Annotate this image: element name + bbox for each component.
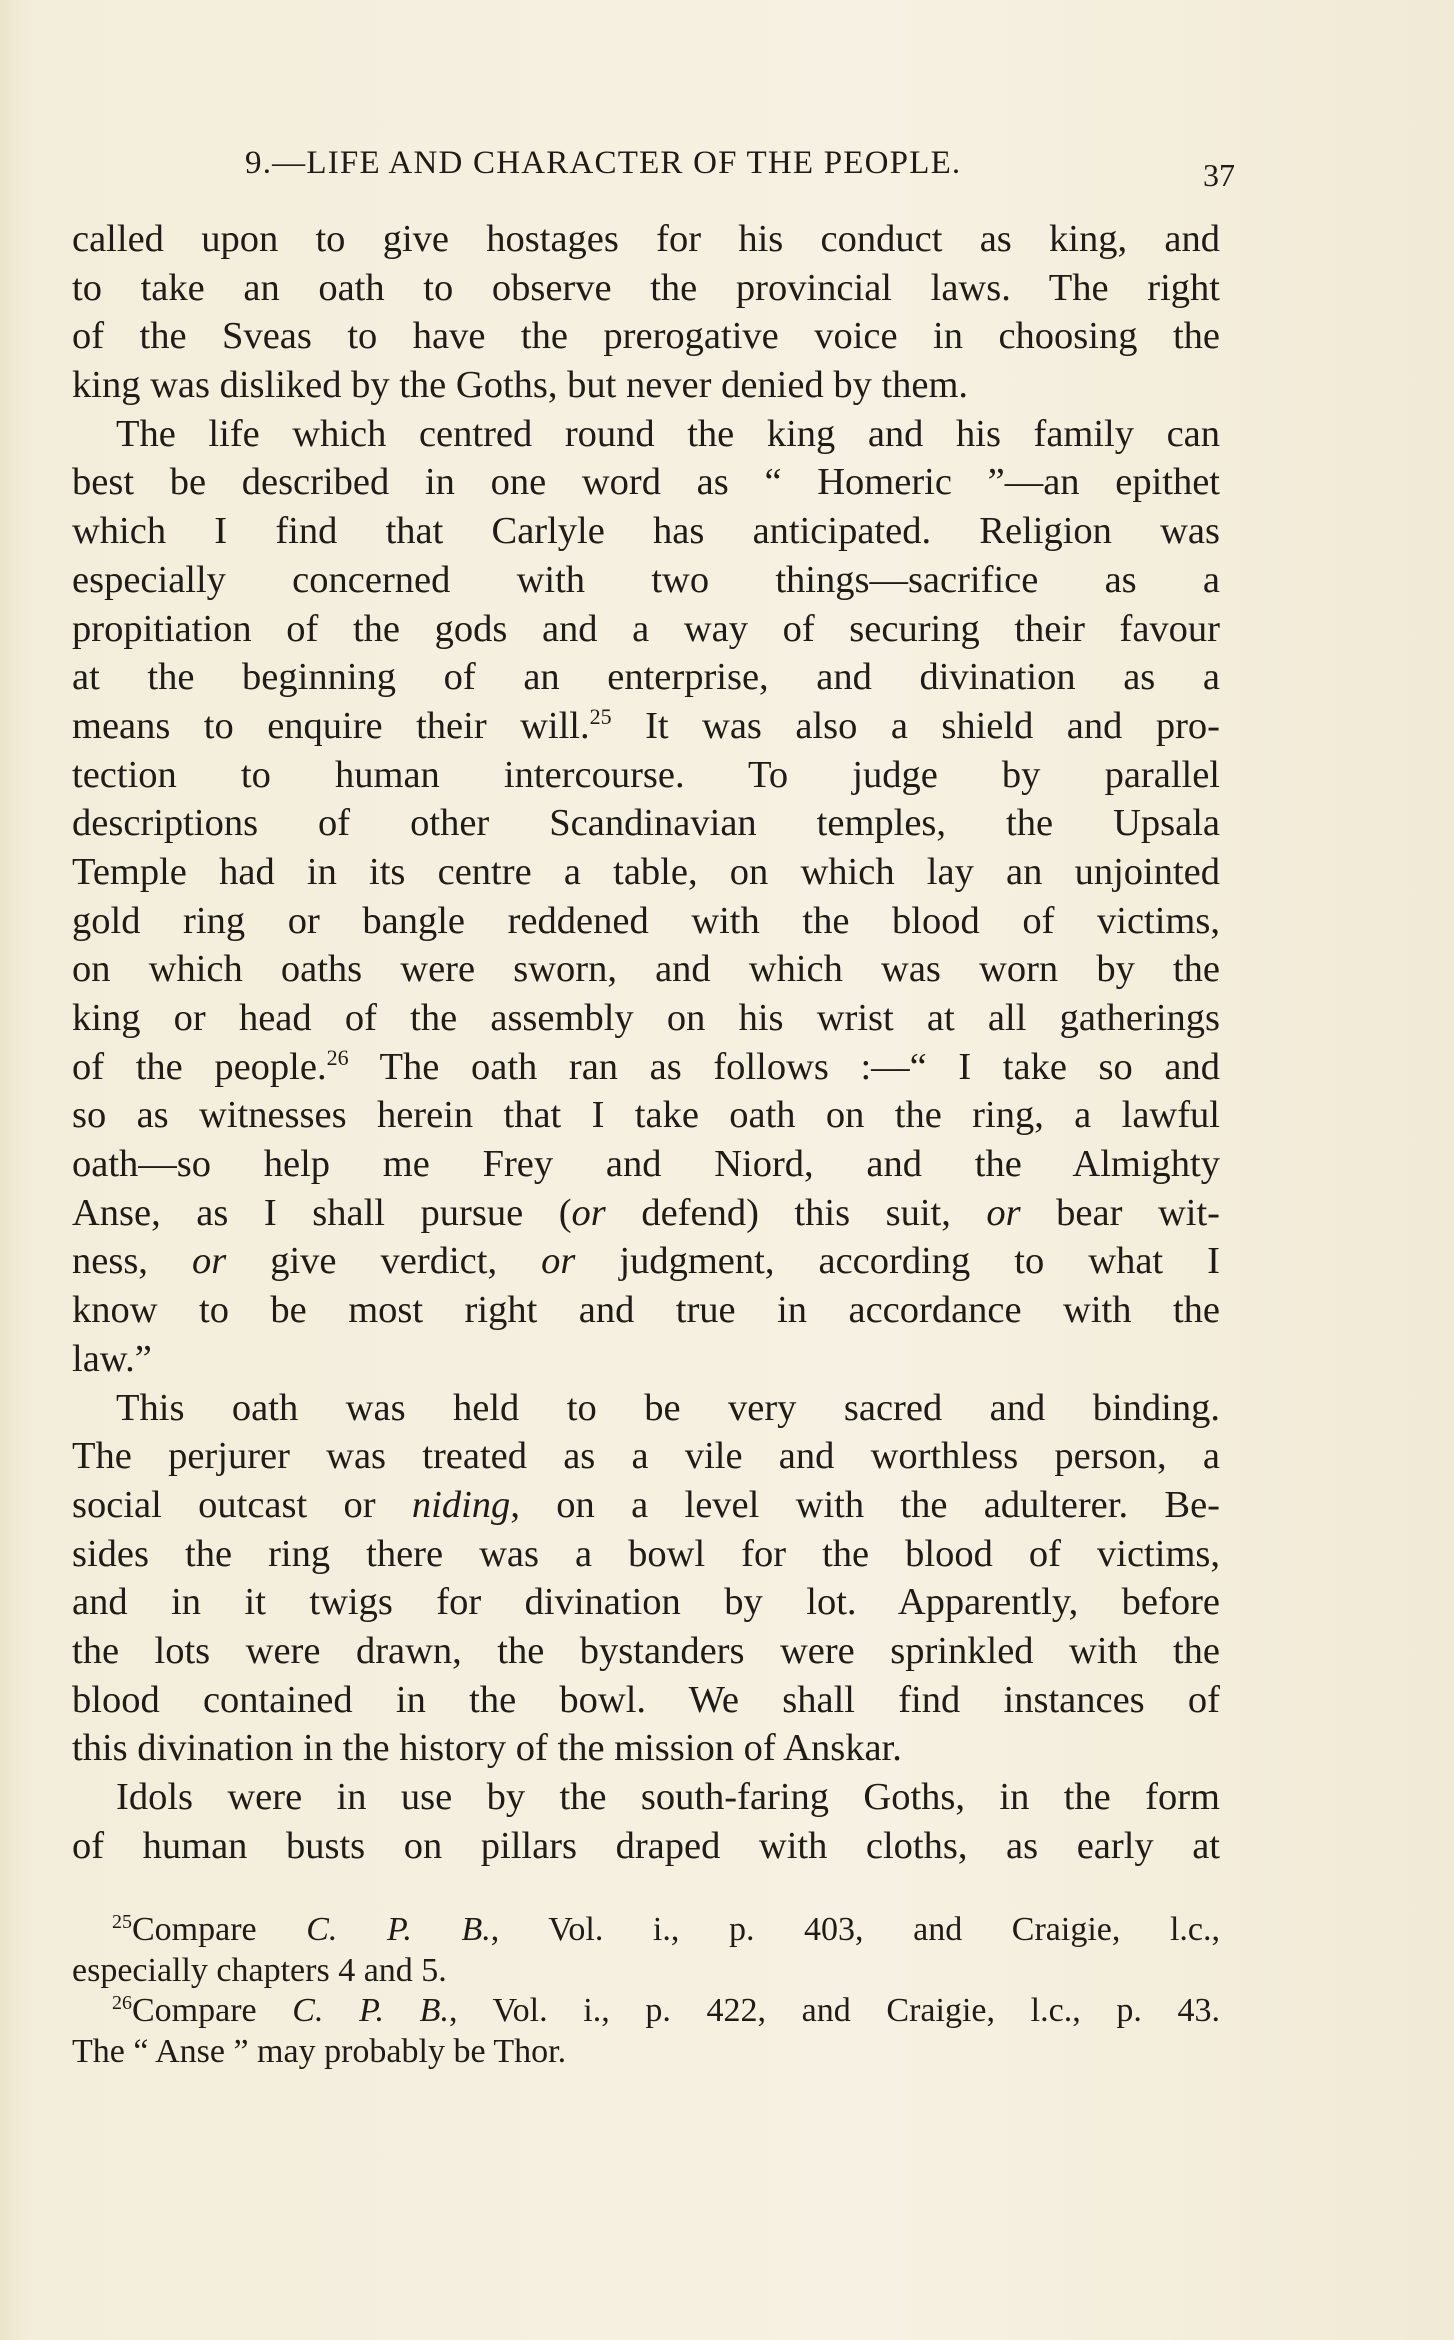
text-line: so as witnesses herein that I take oath on the ring, a lawful: [72, 1094, 1220, 1137]
footnote-ref: 26: [326, 1044, 349, 1070]
footnotes: [72, 1910, 1220, 2072]
footnote-line: $^{26}$Compare C. P. B., Vol. i., p. 422, and Craigie, l.c., p. 43.: [112, 1992, 1220, 2029]
text-line: sides the ring there was a bowl for the blood of victims,: [72, 1532, 1220, 1575]
text-line: The life which centred round the king and his family can: [116, 412, 1220, 455]
text-line: gold ring or bangle reddened with the blood of victims,: [72, 899, 1220, 942]
text-line: blood contained in the bowl. We shall find instances of: [72, 1678, 1220, 1721]
page-number: 37: [1203, 157, 1235, 193]
text-line: know to be most right and true in accordance with the: [72, 1289, 1220, 1332]
text-line: Temple had in its centre a table, on which lay an unjointed: [72, 850, 1220, 893]
text-line: the lots were drawn, the bystanders were sprinkled with the: [72, 1629, 1220, 1672]
text-line: ness, or give verdict, or judgment, according to what I: [72, 1240, 1220, 1283]
text-line: means to enquire their will.$^{25}$ It was also a shield and pro-: [72, 703, 1220, 747]
text-line: of the Sveas to have the prerogative voice in choosing the: [72, 315, 1220, 358]
text-line: on which oaths were sworn, and which was worn by the: [72, 948, 1220, 991]
text-line: descriptions of other Scandinavian temples, the Upsala: [72, 802, 1220, 845]
running-title: 9.—LIFE AND CHARACTER OF THE PEOPLE.: [245, 145, 962, 181]
footnote-line: especially chapters 4 and 5.: [72, 1951, 447, 1989]
text-line: Anse, as I shall pursue (or defend) this suit, or bear wit-: [72, 1191, 1220, 1234]
footnote-marker: 25: [112, 1911, 132, 1933]
text-line: law.”: [72, 1337, 152, 1380]
text-line: of human busts on pillars draped with cloths, as early at: [72, 1824, 1220, 1867]
text-line: oath—so help me Frey and Niord, and the Almighty: [72, 1143, 1220, 1186]
text-line: The perjurer was treated as a vile and worthless person, a: [72, 1435, 1220, 1478]
footnote-ref: 25: [589, 703, 612, 729]
page-header: [245, 145, 1235, 195]
text-line: Idols were in use by the south-faring Goths, in the form: [116, 1776, 1220, 1818]
text-line: of the people.$^{26}$ The oath ran as follows :—“ I take so and: [72, 1044, 1220, 1088]
text-line: king or head of the assembly on his wrist at all gatherings: [72, 997, 1220, 1039]
text-line: propitiation of the gods and a way of securing their favour: [72, 607, 1220, 650]
text-line: best be described in one word as “ Homeric ”—an epithet: [72, 461, 1220, 504]
text-line: king was disliked by the Goths, but never denied by them.: [72, 364, 969, 407]
text-line: especially concerned with two things—sacrifice as a: [72, 558, 1220, 601]
footnote-line: The “ Anse ” may probably be Thor.: [72, 2032, 567, 2070]
text-line: to take an oath to observe the provincial laws. The right: [72, 266, 1220, 309]
text-line: which I find that Carlyle has anticipated. Religion was: [72, 510, 1220, 553]
text-line: social outcast or niding, on a level with the adulterer. Be-: [72, 1483, 1220, 1526]
text-line: and in it twigs for divination by lot. Apparently, before: [72, 1581, 1220, 1624]
text-line: at the beginning of an enterprise, and divination as a: [72, 656, 1220, 699]
body-text: [72, 215, 1220, 1870]
footnote-marker: 26: [112, 1992, 132, 2014]
text-line: this divination in the history of the mission of Anskar.: [72, 1727, 902, 1770]
text-line: tection to human intercourse. To judge by parallel: [72, 753, 1220, 796]
text-line: called upon to give hostages for his conduct as king, and: [72, 218, 1220, 260]
footnote-line: $^{25}$Compare C. P. B., Vol. i., p. 403, and Craigie, l.c.,: [112, 1911, 1220, 1948]
text-line: This oath was held to be very sacred and binding.: [116, 1386, 1220, 1429]
